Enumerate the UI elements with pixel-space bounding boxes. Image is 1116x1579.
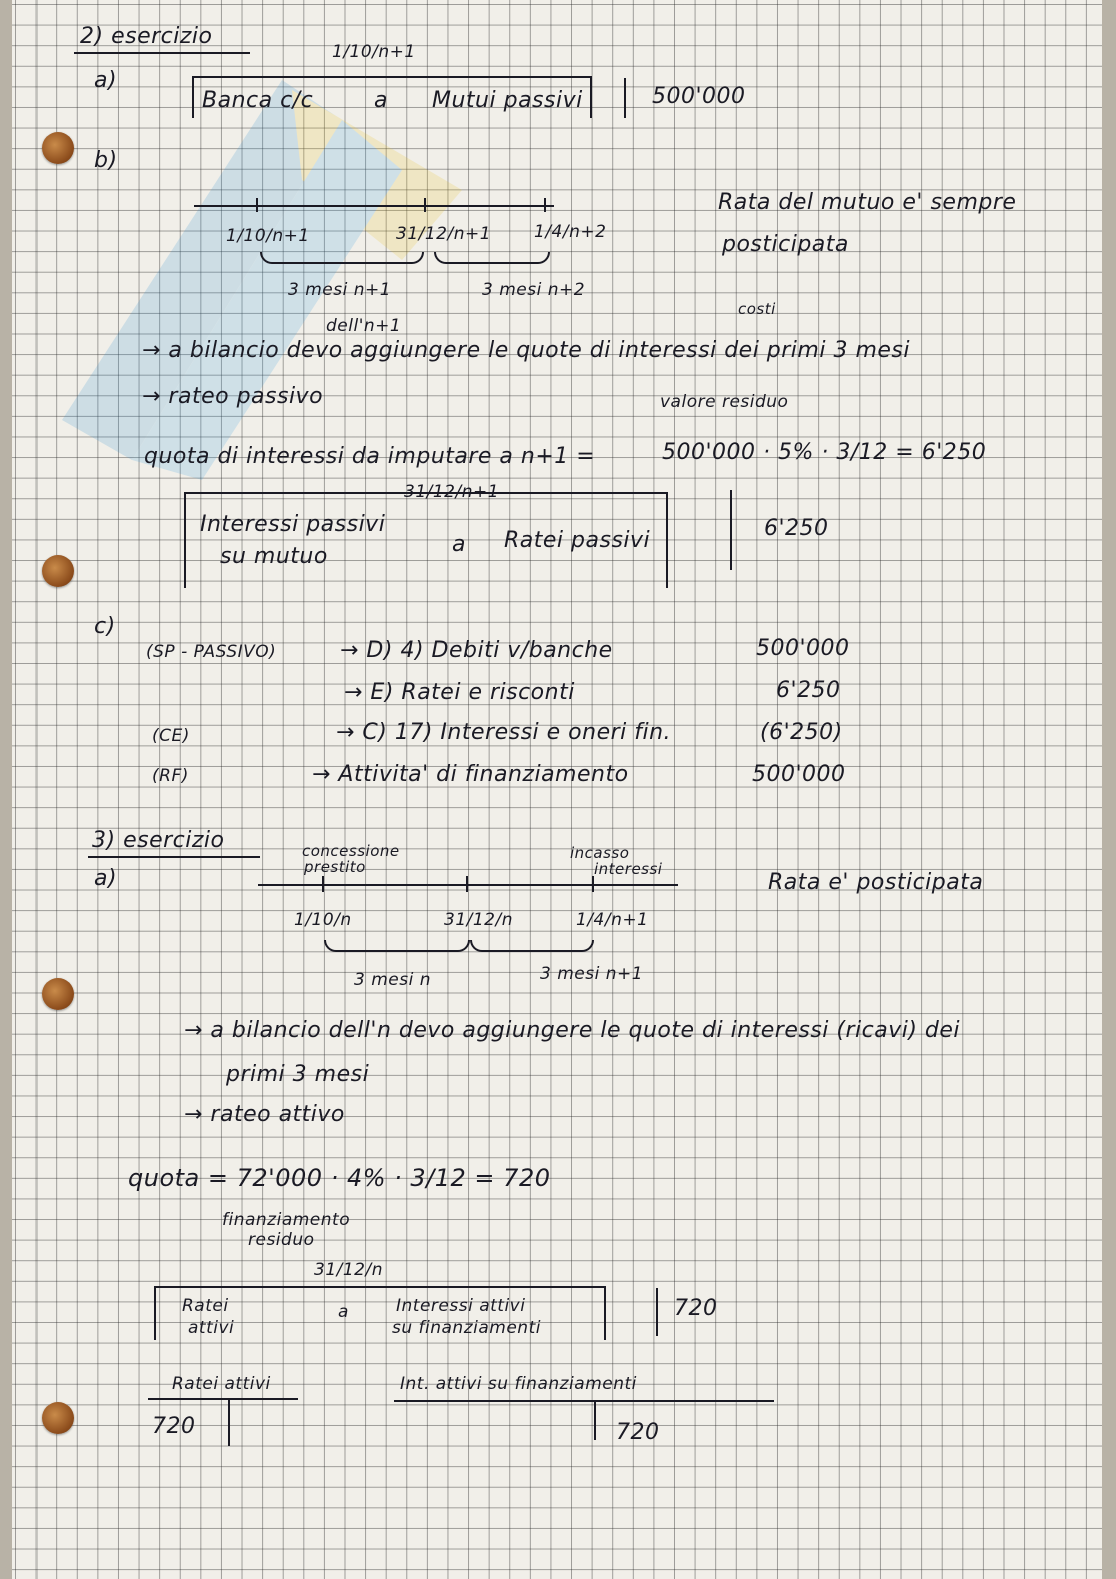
ex2-b-arrow1: → a bilancio devo aggiungere le quote di interessi dei primi 3 mesi — [142, 338, 910, 363]
ex3-t-right-title: Int. attivi su finanziamenti — [400, 1374, 637, 1394]
ex2-timeline — [194, 205, 554, 207]
ex2-b-note2: posticipata — [722, 232, 849, 257]
punch-hole — [42, 1402, 74, 1434]
ex3-timeline-tick — [592, 876, 594, 892]
ex2-b-entry-amount-bar — [730, 490, 732, 570]
ex2-b-debit1: Interessi passivi — [200, 512, 386, 537]
ex3-t3: 1/4/n+1 — [576, 910, 649, 930]
ex3-brace2 — [470, 940, 594, 952]
ex2-b-brace1 — [260, 252, 424, 264]
ex3-conn: a — [338, 1302, 349, 1322]
ex3-t-left-title: Ratei attivi — [172, 1374, 271, 1394]
ex2-a-entry-amount-bar — [624, 78, 626, 118]
ex3-t-left-hline — [148, 1398, 298, 1400]
ex2-a-label: a) — [94, 68, 118, 93]
ex2-b-t2: 31/12/n+1 — [396, 224, 492, 244]
ex2-b-valore: valore residuo — [660, 392, 789, 412]
ex2-timeline-tick — [256, 198, 258, 212]
ex2-title-underline — [74, 52, 250, 54]
ex2-b-t3: 1/4/n+2 — [534, 222, 607, 242]
punch-hole — [42, 978, 74, 1010]
ex2-c-val-0: 500'000 — [756, 636, 850, 661]
ex2-b-amount: 6'250 — [764, 516, 829, 541]
ex3-t-right-vline — [594, 1402, 596, 1440]
ex3-lab1a: concessione — [302, 842, 400, 860]
ex3-lab2b: interessi — [594, 860, 663, 878]
ex3-t2: 31/12/n — [444, 910, 513, 930]
ex2-timeline-tick — [544, 198, 546, 212]
ex3-arrow2: → rateo attivo — [184, 1102, 345, 1127]
ex2-c-desc-1: → E) Ratei e risconti — [344, 680, 575, 705]
ex3-brace1 — [324, 940, 470, 952]
ex3-credit2: su finanziamenti — [392, 1318, 541, 1338]
ex2-b-note1: Rata del mutuo e' sempre — [718, 190, 1017, 215]
ex2-c-desc-3: → Attivita' di finanziamento — [312, 762, 629, 787]
ex3-amount: 720 — [674, 1296, 718, 1321]
margin-line — [37, 0, 38, 1579]
ex2-b-debit2: su mutuo — [220, 544, 328, 569]
ex3-fin2: residuo — [248, 1230, 315, 1250]
ex3-t1: 1/10/n — [294, 910, 352, 930]
ex2-b-span1: 3 mesi n+1 — [288, 280, 392, 300]
ex3-span2: 3 mesi n+1 — [540, 964, 644, 984]
ex3-t-left-val: 720 — [152, 1414, 196, 1439]
ex2-a-date: 1/10/n+1 — [332, 42, 416, 62]
ex2-b-conn: a — [452, 532, 466, 557]
ex2-b-dell: dell'n+1 — [326, 316, 402, 336]
ex2-c-val-2: (6'250) — [760, 720, 843, 745]
ex2-c-key-3: (RF) — [152, 766, 189, 786]
ex3-entry-amount-bar — [656, 1288, 658, 1336]
ex3-a-label: a) — [94, 866, 118, 891]
ex2-b-t1: 1/10/n+1 — [226, 226, 310, 246]
ex3-timeline — [258, 884, 678, 886]
punch-hole — [42, 132, 74, 164]
ex2-b-span2: 3 mesi n+2 — [482, 280, 586, 300]
notebook-page — [12, 0, 1102, 1579]
ex3-credit1: Interessi attivi — [396, 1296, 526, 1316]
ex3-arrow1b: primi 3 mesi — [226, 1062, 370, 1087]
ex2-b-calc: 500'000 · 5% · 3/12 = 6'250 — [662, 440, 987, 465]
ex2-title: 2) esercizio — [80, 24, 213, 49]
ex2-b-quota: quota di interessi da imputare a n+1 = — [144, 444, 596, 469]
ex3-timeline-tick — [466, 876, 468, 892]
punch-hole — [42, 555, 74, 587]
ex3-t-right-hline — [394, 1400, 774, 1402]
watermark-logo — [42, 60, 522, 480]
ex2-c-val-3: 500'000 — [752, 762, 846, 787]
ex3-timeline-tick — [322, 876, 324, 892]
ex2-a-credit: Mutui passivi — [432, 88, 583, 113]
ex2-c-desc-0: → D) 4) Debiti v/banche — [340, 638, 613, 663]
ex2-b-label: b) — [94, 148, 118, 173]
ex3-note: Rata e' posticipata — [768, 870, 984, 895]
ex2-c-val-1: 6'250 — [776, 678, 841, 703]
ex3-quota: quota = 72'000 · 4% · 3/12 = 720 — [128, 1164, 551, 1192]
ex2-b-credit: Ratei passivi — [504, 528, 651, 553]
ex2-b-entry-date: 31/12/n+1 — [404, 482, 500, 502]
ex3-debit1: Ratei — [182, 1296, 229, 1316]
ex2-a-amount: 500'000 — [652, 84, 746, 109]
ex3-t-right-val: 720 — [616, 1420, 660, 1445]
ex3-arrow1: → a bilancio dell'n devo aggiungere le quote di interessi (ricavi) dei — [184, 1018, 961, 1043]
ex2-c-key-0: (SP - PASSIVO) — [146, 642, 277, 662]
ex2-a-debit: Banca c/c — [202, 88, 314, 113]
ex2-b-costi: costi — [738, 300, 776, 318]
ex3-title-underline — [88, 856, 260, 858]
ex2-b-arrow2: → rateo passivo — [142, 384, 324, 409]
ex3-entry-date: 31/12/n — [314, 1260, 383, 1280]
ex3-lab1b: prestito — [304, 858, 366, 876]
ex2-c-desc-2: → C) 17) Interessi e oneri fin. — [336, 720, 672, 745]
ex3-debit2: attivi — [188, 1318, 235, 1338]
ex3-lab2a: incasso — [570, 844, 630, 862]
ex3-title: 3) esercizio — [92, 828, 225, 853]
ex3-span1: 3 mesi n — [354, 970, 431, 990]
ex2-c-label: c) — [94, 614, 116, 639]
ex3-t-left-vline — [228, 1400, 230, 1446]
ex2-timeline-tick — [424, 198, 426, 212]
ex2-b-brace2 — [434, 252, 550, 264]
ex3-fin1: finanziamento — [222, 1210, 351, 1230]
ex2-c-key-2: (CE) — [152, 726, 190, 746]
ex2-a-conn: a — [374, 88, 388, 113]
